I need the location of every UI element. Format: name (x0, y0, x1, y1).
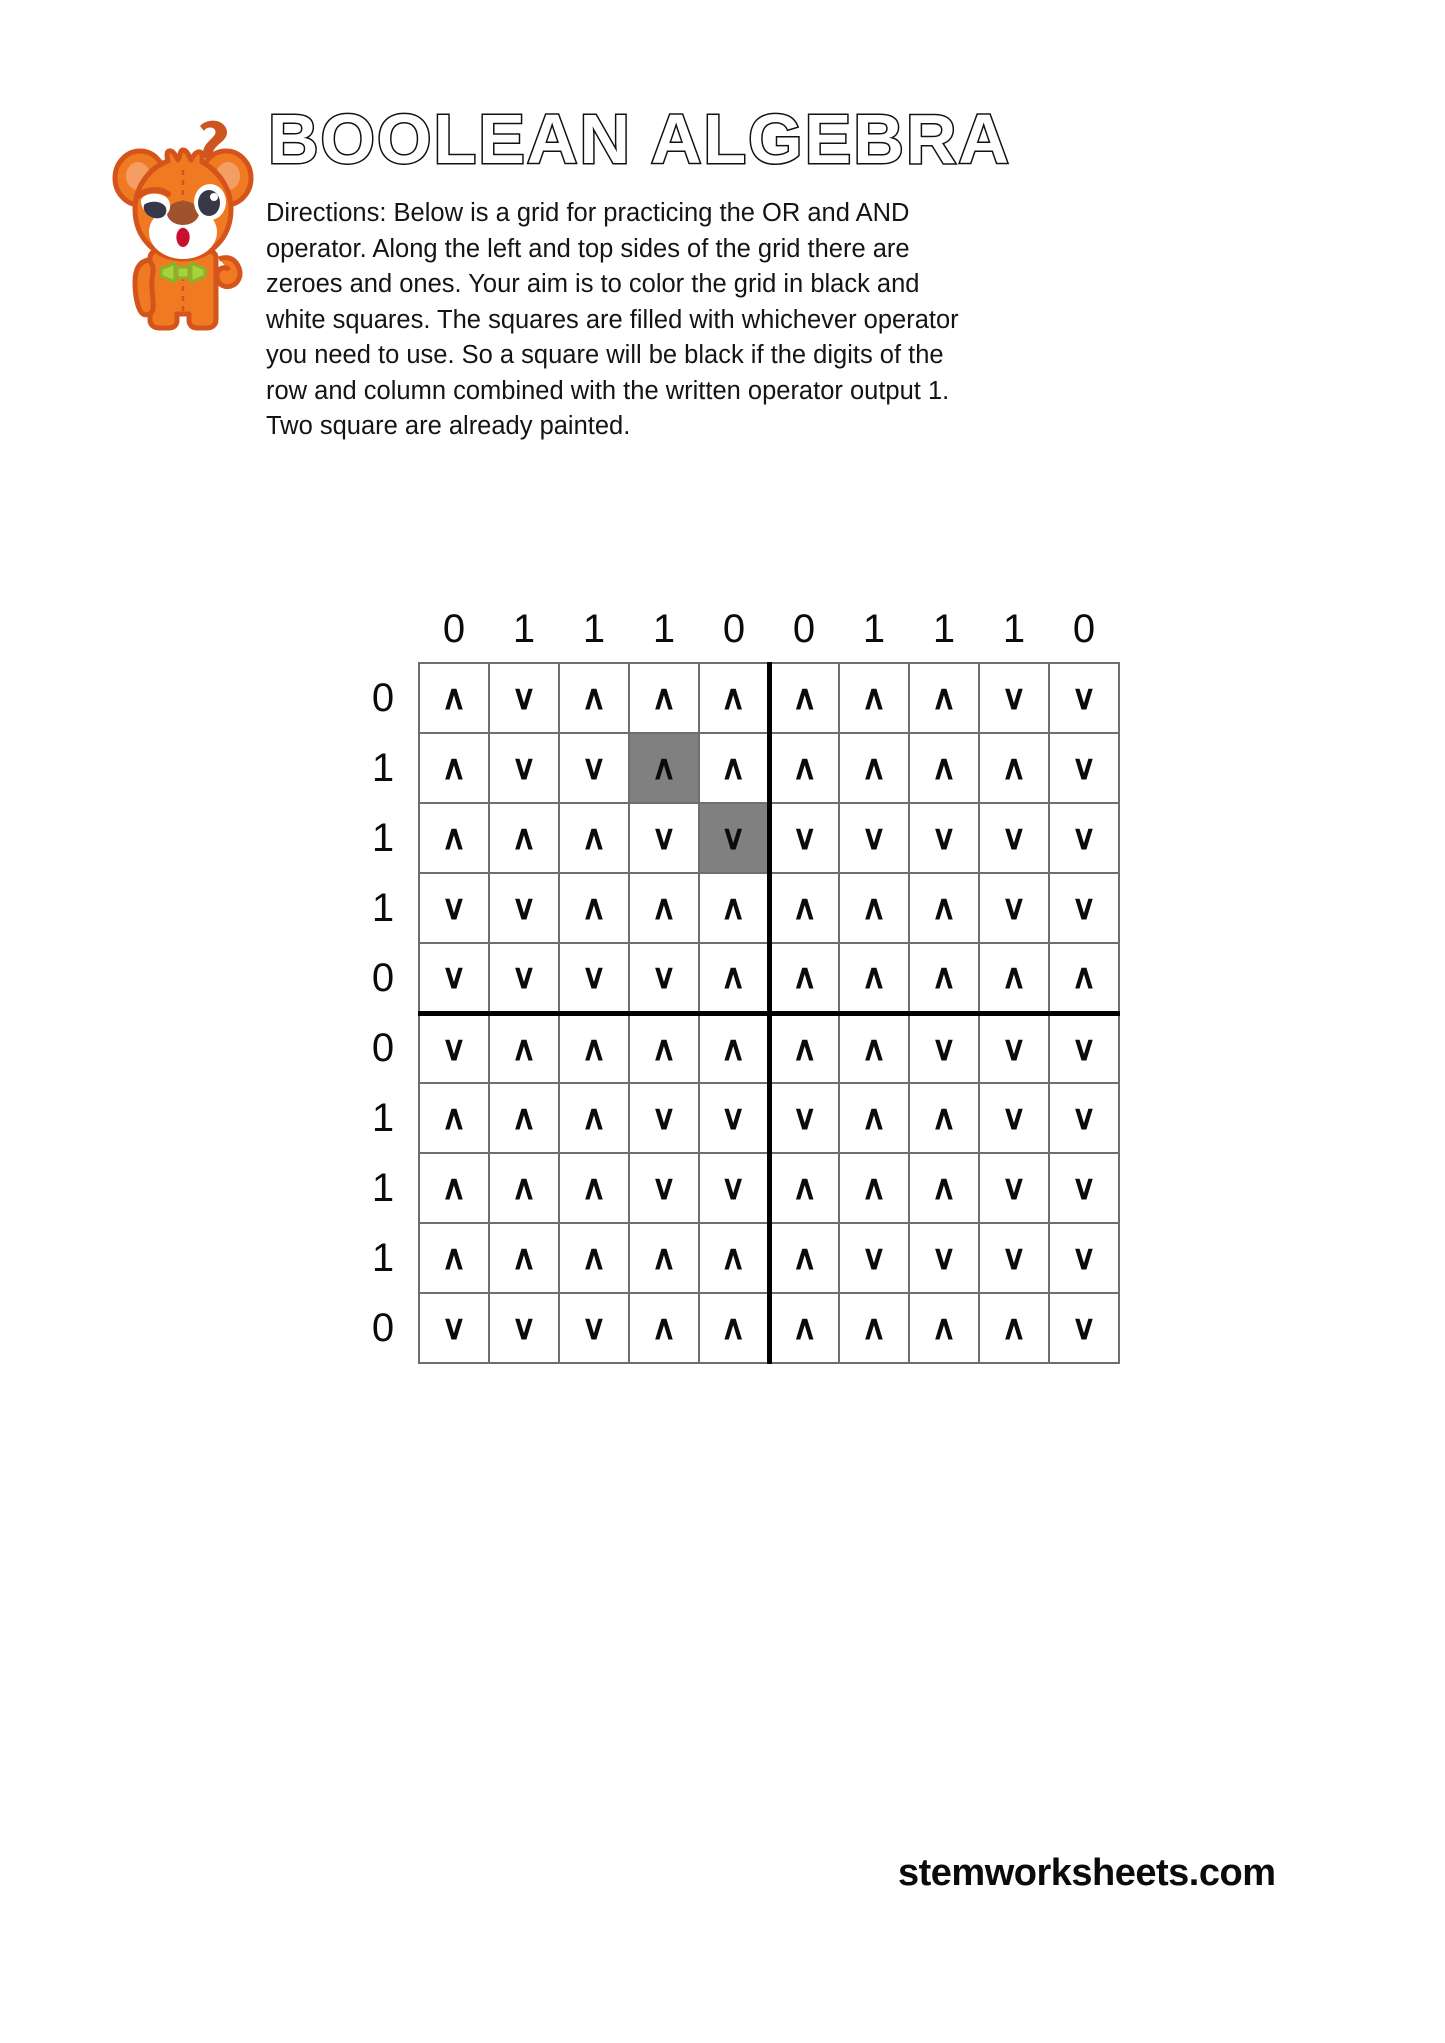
grid-cell-r9-c2[interactable]: ∨ (559, 1293, 629, 1363)
grid-cell-r6-c4[interactable]: ∨ (699, 1083, 769, 1153)
grid-cell-r4-c6[interactable]: ∧ (839, 943, 909, 1013)
grid-row (348, 943, 1119, 1013)
grid-cell-r8-c4[interactable]: ∧ (699, 1223, 769, 1293)
column-header-3: 1 (652, 606, 676, 651)
column-header-1: 1 (512, 606, 536, 651)
grid-cell-r6-c2[interactable]: ∧ (559, 1083, 629, 1153)
row-header-1: 1 (371, 745, 395, 790)
grid-cell-r7-c3[interactable]: ∨ (629, 1153, 699, 1223)
grid-cell-r2-c7[interactable]: ∨ (909, 803, 979, 873)
grid-cell-r3-c2[interactable]: ∧ (559, 873, 629, 943)
bear-illustration (88, 108, 278, 338)
grid-cell-r2-c1[interactable]: ∧ (489, 803, 559, 873)
bowtie-icon (161, 263, 205, 282)
grid-cell-r8-c1[interactable]: ∧ (489, 1223, 559, 1293)
grid-cell-r4-c9[interactable]: ∧ (1049, 943, 1119, 1013)
grid-row (348, 1013, 1119, 1083)
grid-cell-r8-c8[interactable]: ∨ (979, 1223, 1049, 1293)
grid-cell-r5-c6[interactable]: ∧ (839, 1013, 909, 1083)
grid-cell-r3-c3[interactable]: ∧ (629, 873, 699, 943)
grid-cell-r8-c2[interactable]: ∧ (559, 1223, 629, 1293)
grid-cell-r5-c9[interactable]: ∨ (1049, 1013, 1119, 1083)
grid-cell-r7-c4[interactable]: ∨ (699, 1153, 769, 1223)
grid-cell-r1-c2[interactable]: ∨ (559, 733, 629, 803)
grid-cell-r5-c5[interactable]: ∧ (769, 1013, 839, 1083)
grid-cell-r6-c0[interactable]: ∧ (419, 1083, 489, 1153)
grid-cell-r6-c3[interactable]: ∨ (629, 1083, 699, 1153)
directions-text: Directions: Below is a grid for practicing the OR and AND operator. Along the left and top sides of the grid there are zeroes and ones. Your aim is to color the grid in black and white squares. The squares are filled with whichever operator you need to use. So a square will be black if the digits of the row and column combined with the written operator output 1. Two square are already painted. (266, 199, 959, 440)
grid-row (348, 1153, 1119, 1223)
column-header-5: 0 (792, 606, 816, 651)
grid-cell-r6-c9[interactable]: ∨ (1049, 1083, 1119, 1153)
grid-cell-r0-c3[interactable]: ∧ (629, 663, 699, 733)
grid-cell-r5-c2[interactable]: ∧ (559, 1013, 629, 1083)
column-header-9: 0 (1072, 606, 1096, 651)
boolean-algebra-grid (348, 596, 1120, 1364)
grid-cell-r1-c0[interactable]: ∧ (419, 733, 489, 803)
grid-row (348, 663, 1119, 733)
row-header-3: 1 (371, 885, 395, 930)
footer-brand: stemworksheets.com (898, 1852, 1276, 1894)
grid-cell-r7-c0[interactable]: ∧ (419, 1153, 489, 1223)
grid-table (348, 596, 1120, 1364)
grid-cell-r5-c1[interactable]: ∧ (489, 1013, 559, 1083)
grid-cell-r5-c0[interactable]: ∨ (419, 1013, 489, 1083)
grid-cell-r2-c4[interactable]: ∨ (699, 803, 769, 873)
grid-cell-r2-c6[interactable]: ∨ (839, 803, 909, 873)
row-header-2: 1 (371, 815, 395, 860)
grid-cell-r7-c7[interactable]: ∧ (909, 1153, 979, 1223)
grid-cell-r1-c4[interactable]: ∧ (699, 733, 769, 803)
grid-cell-r1-c9[interactable]: ∨ (1049, 733, 1119, 803)
grid-cell-r9-c5[interactable]: ∧ (769, 1293, 839, 1363)
grid-cell-r8-c5[interactable]: ∧ (769, 1223, 839, 1293)
grid-cell-r8-c0[interactable]: ∧ (419, 1223, 489, 1293)
grid-cell-r0-c5[interactable]: ∧ (769, 663, 839, 733)
grid-cell-r5-c8[interactable]: ∨ (979, 1013, 1049, 1083)
grid-cell-r8-c7[interactable]: ∨ (909, 1223, 979, 1293)
grid-cell-r0-c4[interactable]: ∧ (699, 663, 769, 733)
grid-cell-r3-c0[interactable]: ∨ (419, 873, 489, 943)
grid-cell-r6-c7[interactable]: ∧ (909, 1083, 979, 1153)
grid-cell-r2-c8[interactable]: ∨ (979, 803, 1049, 873)
mascot-thinking-bear (88, 108, 278, 338)
grid-row (348, 1083, 1119, 1153)
row-header-7: 1 (371, 1165, 395, 1210)
grid-cell-r1-c3[interactable]: ∧ (629, 733, 699, 803)
grid-cell-r8-c9[interactable]: ∨ (1049, 1223, 1119, 1293)
grid-cell-r4-c0[interactable]: ∨ (419, 943, 489, 1013)
grid-cell-r2-c3[interactable]: ∨ (629, 803, 699, 873)
grid-cell-r2-c0[interactable]: ∧ (419, 803, 489, 873)
grid-cell-r9-c0[interactable]: ∨ (419, 1293, 489, 1363)
grid-row (348, 1293, 1119, 1363)
grid-cell-r0-c0[interactable]: ∧ (419, 663, 489, 733)
grid-cell-r4-c8[interactable]: ∧ (979, 943, 1049, 1013)
grid-cell-r9-c7[interactable]: ∧ (909, 1293, 979, 1363)
row-header-5: 0 (371, 1025, 395, 1070)
grid-cell-r7-c5[interactable]: ∧ (769, 1153, 839, 1223)
grid-row (348, 733, 1119, 803)
column-header-4: 0 (722, 606, 746, 651)
grid-cell-r7-c9[interactable]: ∨ (1049, 1153, 1119, 1223)
grid-cell-r3-c9[interactable]: ∨ (1049, 873, 1119, 943)
grid-cell-r1-c6[interactable]: ∧ (839, 733, 909, 803)
grid-cell-r9-c4[interactable]: ∧ (699, 1293, 769, 1363)
grid-cell-r2-c5[interactable]: ∨ (769, 803, 839, 873)
grid-cell-r7-c1[interactable]: ∧ (489, 1153, 559, 1223)
grid-cell-r6-c8[interactable]: ∨ (979, 1083, 1049, 1153)
grid-cell-r9-c9[interactable]: ∨ (1049, 1293, 1119, 1363)
grid-cell-r1-c1[interactable]: ∨ (489, 733, 559, 803)
grid-cell-r3-c6[interactable]: ∧ (839, 873, 909, 943)
grid-cell-r9-c1[interactable]: ∨ (489, 1293, 559, 1363)
grid-cell-r7-c6[interactable]: ∧ (839, 1153, 909, 1223)
grid-cell-r6-c1[interactable]: ∧ (489, 1083, 559, 1153)
row-header-4: 0 (371, 955, 395, 1000)
grid-cell-r2-c2[interactable]: ∧ (559, 803, 629, 873)
grid-cell-r6-c6[interactable]: ∧ (839, 1083, 909, 1153)
grid-cell-r0-c6[interactable]: ∧ (839, 663, 909, 733)
grid-row (348, 803, 1119, 873)
grid-cell-r3-c7[interactable]: ∧ (909, 873, 979, 943)
grid-cell-r3-c1[interactable]: ∨ (489, 873, 559, 943)
row-header-9: 0 (371, 1305, 395, 1350)
column-header-8: 1 (1002, 606, 1026, 651)
grid-cell-r4-c1[interactable]: ∨ (489, 943, 559, 1013)
grid-cell-r5-c3[interactable]: ∧ (629, 1013, 699, 1083)
grid-cell-r1-c8[interactable]: ∧ (979, 733, 1049, 803)
grid-cell-r6-c5[interactable]: ∨ (769, 1083, 839, 1153)
column-header-6: 1 (862, 606, 886, 651)
grid-cell-r4-c7[interactable]: ∧ (909, 943, 979, 1013)
grid-cell-r1-c5[interactable]: ∧ (769, 733, 839, 803)
grid-cell-r7-c8[interactable]: ∨ (979, 1153, 1049, 1223)
grid-cell-r0-c8[interactable]: ∨ (979, 663, 1049, 733)
grid-cell-r0-c2[interactable]: ∧ (559, 663, 629, 733)
grid-cell-r0-c1[interactable]: ∨ (489, 663, 559, 733)
grid-cell-r9-c8[interactable]: ∧ (979, 1293, 1049, 1363)
grid-cell-r9-c3[interactable]: ∧ (629, 1293, 699, 1363)
grid-cell-r8-c3[interactable]: ∧ (629, 1223, 699, 1293)
grid-cell-r4-c4[interactable]: ∧ (699, 943, 769, 1013)
column-header-0: 0 (442, 606, 466, 651)
row-header-8: 1 (371, 1235, 395, 1280)
grid-cell-r7-c2[interactable]: ∧ (559, 1153, 629, 1223)
column-header-7: 1 (932, 606, 956, 651)
grid-cell-r4-c2[interactable]: ∨ (559, 943, 629, 1013)
grid-corner-spacer (348, 596, 419, 663)
grid-cell-r0-c9[interactable]: ∨ (1049, 663, 1119, 733)
grid-cell-r4-c3[interactable]: ∨ (629, 943, 699, 1013)
grid-cell-r4-c5[interactable]: ∧ (769, 943, 839, 1013)
grid-cell-r0-c7[interactable]: ∧ (909, 663, 979, 733)
grid-row (348, 873, 1119, 943)
grid-cell-r3-c4[interactable]: ∧ (699, 873, 769, 943)
grid-cell-r8-c6[interactable]: ∨ (839, 1223, 909, 1293)
grid-cell-r1-c7[interactable]: ∧ (909, 733, 979, 803)
grid-cell-r2-c9[interactable]: ∨ (1049, 803, 1119, 873)
grid-cell-r5-c4[interactable]: ∧ (699, 1013, 769, 1083)
grid-cell-r5-c7[interactable]: ∨ (909, 1013, 979, 1083)
page-title: BOOLEAN ALGEBRA (268, 100, 1011, 178)
row-header-0: 0 (371, 675, 395, 720)
grid-cell-r9-c6[interactable]: ∧ (839, 1293, 909, 1363)
column-header-2: 1 (582, 606, 606, 651)
row-header-6: 1 (371, 1095, 395, 1140)
grid-column-header-row (348, 596, 1119, 663)
grid-row (348, 1223, 1119, 1293)
grid-cell-r3-c5[interactable]: ∧ (769, 873, 839, 943)
grid-cell-r3-c8[interactable]: ∨ (979, 873, 1049, 943)
